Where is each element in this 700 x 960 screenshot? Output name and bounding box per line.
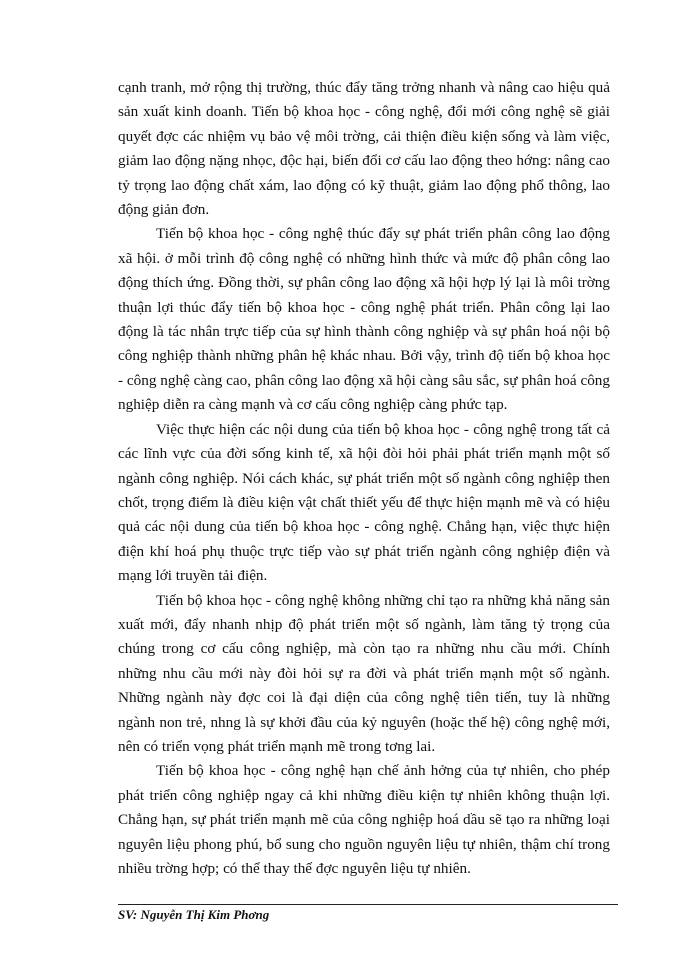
footer-divider (118, 904, 618, 905)
paragraph-2: Tiến bộ khoa học - công nghệ thúc đẩy sự phát triển phân công lao động xã hội. ở mỗi trình độ công nghệ có những hình thức và mức độ phân công lao động thích ứng. Đồng thời, sự phân công lao động xã hội hợp lý lại là môi trờng thuận lợi thúc đẩy tiến bộ khoa học - công nghệ phát triển. Phân công lại lao động là tác nhân trực tiếp của sự hình thành công nghiệp và sự phân hoá nội bộ công nghiệp thành những phân hệ khác nhau. Bởi vậy, trình độ tiến bộ khoa học - công nghệ càng cao, phân công lao động xã hội càng sâu sắc, sự phân hoá công nghiệp diễn ra càng mạnh và cơ cấu công nghiệp càng phức tạp. (118, 225, 610, 414)
footer-author: SV: Nguyễn Thị Kim Phơng (118, 907, 270, 922)
paragraph-1: cạnh tranh, mở rộng thị trường, thúc đẩy tăng trởng nhanh và nâng cao hiệu quả sản xuất kinh doanh. Tiến bộ khoa học - công nghệ, đổi mới công nghệ sẽ giải quyết đợc các nhiệm vụ bảo vệ môi trờng, cải thiện điều kiện sống và làm việc, giảm lao động nặng nhọc, độc hại, biến đổi cơ cấu lao động theo hớng: nâng cao tỷ trọng lao động chất xám, lao động có kỹ thuật, giảm lao động phổ thông, lao động giản đơn. (118, 79, 610, 219)
paragraph-3: Việc thực hiện các nội dung của tiến bộ khoa học - công nghệ trong tất cả các lĩnh vực của đời sống kinh tế, xã hội đòi hỏi phải phát triển mạnh một số ngành công nghiệp. Nói cách khác, sự phát triển một số ngành công nghiệp then chốt, trọng điểm là điều kiện vật chất thiết yếu để thực hiện mạnh mẽ và có hiệu quả các nội dung của tiến bộ khoa học - công nghệ. Chẳng hạn, việc thực hiện điện khí hoá phụ thuộc trực tiếp vào sự phát triển ngành công nghiệp điện và mạng lới truyền tải điện. (118, 420, 610, 585)
paragraph-4: Tiến bộ khoa học - công nghệ không những chỉ tạo ra những khả năng sản xuất mới, đẩy nhanh nhịp độ phát triển một số ngành, làm tăng tỷ trọng của chúng trong cơ cấu công nghiệp, mà còn tạo ra những nhu cầu mới. Chính những nhu cầu mới này đòi hỏi sự ra đời và phát triển mạnh một số ngành. Những ngành này đợc coi là đại diện của công nghệ tiên tiến, tuy là những ngành non trẻ, nhng là sự khởi đầu của kỷ nguyên (hoặc thế hệ) công nghệ mới, nên có triển vọng phát triển mạnh mẽ trong tơng lai. (118, 591, 610, 755)
body-text (118, 76, 610, 881)
paragraph-5: Tiến bộ khoa học - công nghệ hạn chế ảnh hởng của tự nhiên, cho phép phát triển công nghiệp ngay cả khi những điều kiện tự nhiên không thuận lợi. Chẳng hạn, sự phát triển mạnh mẽ của công nghiệp hoá dầu sẽ tạo ra những loại nguyên liệu phong phú, bổ sung cho nguồn nguyên liệu tự nhiên, thậm chí trong nhiều trờng hợp; có thể thay thế đợc nguyên liệu tự nhiên. (118, 762, 610, 877)
